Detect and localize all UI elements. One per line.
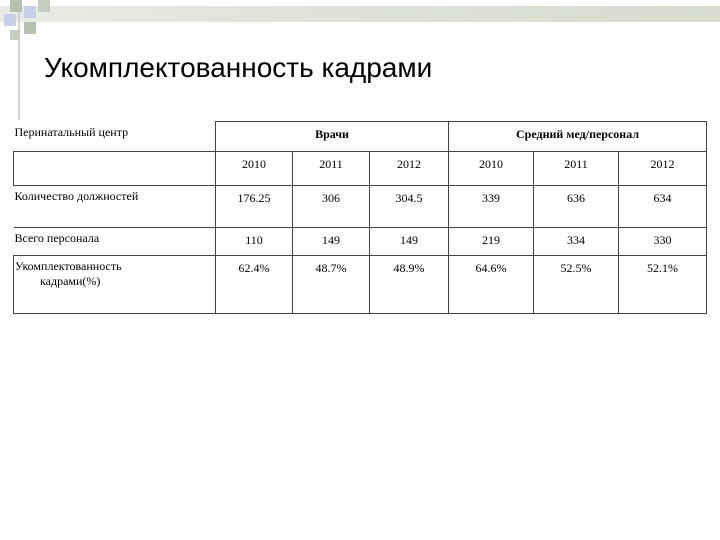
decor-square (24, 22, 36, 34)
decor-line (18, 0, 20, 120)
table-cell: 149 (370, 228, 449, 256)
row-label-staffing-rate (14, 256, 216, 314)
table-row (14, 256, 707, 314)
table-cell: 149 (293, 228, 370, 256)
decor-square (10, 0, 22, 12)
table-row (14, 122, 707, 152)
table-cell: 304.5 (370, 186, 449, 228)
year-header: 2012 (370, 152, 449, 186)
table-cell: 176.25 (216, 186, 293, 228)
table-cell: 110 (216, 228, 293, 256)
group-header-nurses: Средний мед/персонал (449, 122, 707, 152)
row-label-total-staff: Всего персонала (14, 228, 216, 256)
table-cell: 339 (449, 186, 534, 228)
table-cell: 219 (449, 228, 534, 256)
slide-title: Укомплектованность кадрами (44, 52, 433, 83)
group-header-doctors: Врачи (216, 122, 449, 152)
table-cell: 52.1% (619, 256, 707, 314)
decor-square (10, 30, 20, 40)
year-header: 2012 (619, 152, 707, 186)
table-cell: 634 (619, 186, 707, 228)
table-cell: 636 (534, 186, 619, 228)
year-header: 2011 (293, 152, 370, 186)
table-cell: 52.5% (534, 256, 619, 314)
table-cell: 64.6% (449, 256, 534, 314)
corner-label: Перинатальный центр (14, 122, 216, 152)
table-cell: 306 (293, 186, 370, 228)
year-header: 2011 (534, 152, 619, 186)
staffing-table (13, 121, 707, 314)
table-row (14, 228, 707, 256)
row-label-posts: Количество должностей (14, 186, 216, 228)
decor-square (38, 0, 50, 12)
row-label-line: кадрами(%) (40, 274, 101, 288)
row-label-line: Укомплектованность (15, 259, 122, 273)
header-band (0, 6, 720, 22)
table-cell: 330 (619, 228, 707, 256)
table-row (14, 152, 707, 186)
table-cell: 48.7% (293, 256, 370, 314)
empty-cell (14, 152, 216, 186)
decor-square (4, 14, 16, 26)
table-cell: 334 (534, 228, 619, 256)
table-row (14, 186, 707, 228)
year-header: 2010 (216, 152, 293, 186)
table-cell: 48.9% (370, 256, 449, 314)
decor-square (24, 6, 36, 18)
year-header: 2010 (449, 152, 534, 186)
table-cell: 62.4% (216, 256, 293, 314)
